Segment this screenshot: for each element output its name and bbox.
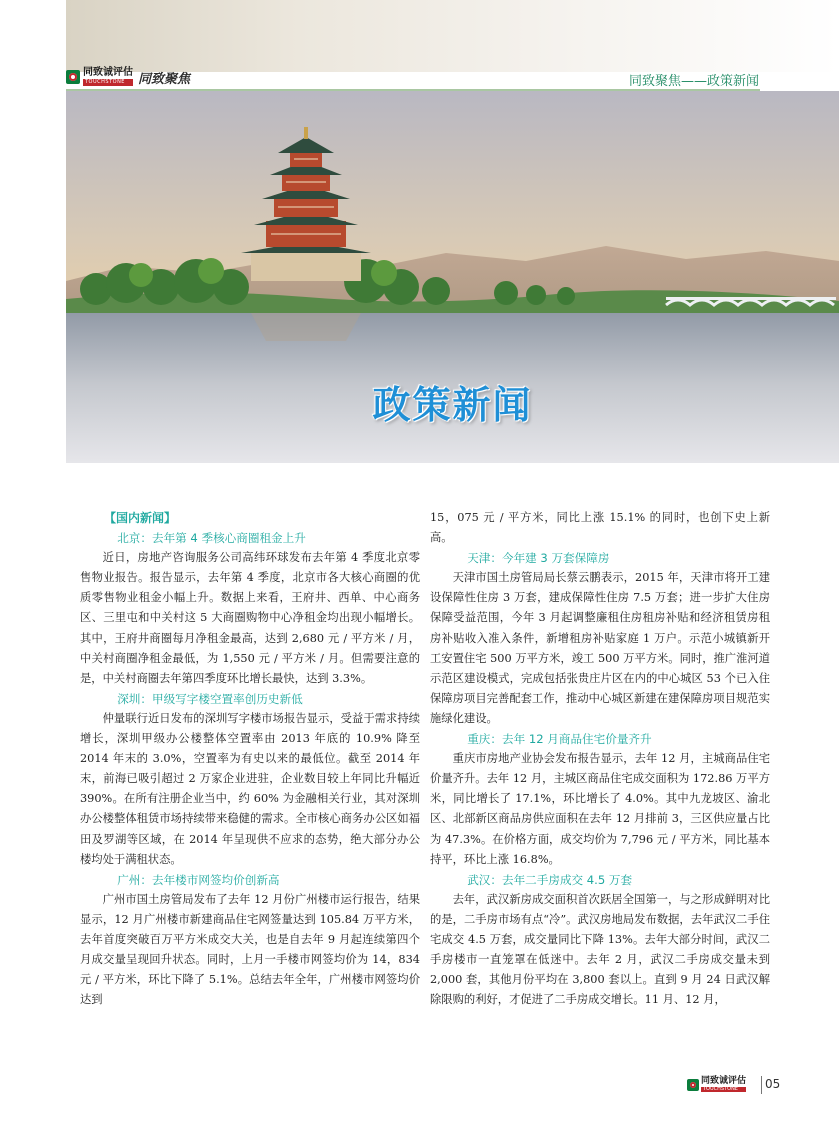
guangzhou-body-continuation: 15，075 元 / 平方米，同比上涨 15.1% 的同时，也创下史上新高。 (430, 511, 770, 545)
section-heading-domestic-news: 【国内新闻】 (104, 511, 177, 525)
wuhan-body: 去年，武汉新房成交面积首次跃居全国第一，与之形成鲜明对比的是，二手房市场有点“冷”。武汉房地局发布数据，去年武汉二手住宅成交 4.5 万套，成交量同比下降 13%。去年大部分时间，武汉二手房楼市一直笼罩在低迷中。去年 2 月，武汉二手房成交量未到 2,000 套，其他月份平均在 3,800 套以上。直到 9 月 24 日武汉解除限购的利好，才促进了二手房成交增长。11 月、12 月， (430, 892, 770, 1007)
footer-touchstone-logo-icon (687, 1079, 699, 1091)
logo-en-text: TOUCHSTONE (83, 79, 133, 86)
pavilion (241, 127, 371, 281)
page-header-title: 同致聚焦——政策新闻 (628, 74, 759, 89)
article-column-right (430, 508, 770, 1010)
logo-script-text: 同致聚焦 (138, 71, 191, 87)
shenzhen-heading: 深圳：甲级写字楼空置率创历史新低 (117, 691, 303, 706)
hero-title: 政策新闻 (372, 382, 533, 427)
guangzhou-body: 广州市国土房管局发布了去年 12 月份广州楼市运行报告，结果显示，12 月广州楼市新建商品住宅网签量达到 105.84 万平方米，去年首度突破百万平方米成交大关，也是自去年 9 月起连续第四个月成交量呈现回升状态。同时，上月一手楼市网签均价为 14，834 元 / 平方米，环比下降了 5.1%。总结去年全年，广州楼市网签均价达到 (80, 892, 420, 1007)
top-decorative-band (66, 0, 839, 72)
article-column-left (80, 508, 420, 1010)
footer-logo-en-text: TOUCHSTONE (701, 1087, 746, 1092)
page-number-divider (761, 1076, 762, 1094)
beijing-heading: 北京：去年第 4 季核心商圈租金上升 (117, 531, 306, 546)
chongqing-body: 重庆市房地产业协会发布报告显示，去年 12 月，主城商品住宅价量齐升。去年 12 月，主城区商品住宅成交面积为 172.86 万平方米，同比增长了 17.1%，环比增长了 4.0%。其中九龙坡区、渝北区、北部新区商品房供应面积在去年 12 月排前 3，三区供应量占比为 47.3%。在价格方面，成交均价为 7,796 元 / 平方米，同比基本持平，环比上涨 16.8%。 (430, 752, 770, 866)
beijing-body: 近日，房地产咨询服务公司高纬环球发布去年第 4 季度北京零售物业报告。报告显示，去年第 4 季度，北京市各大核心商圈的优质零售物业租金小幅上升。数据上来看，王府井、西单、中心商务区、三里屯和中关村这 5 大商圈购物中心净租金均出现小幅增长。其中，王府井商圈每月净租金最高，达到 2,680 元 / 平方米 / 月，中关村商圈净租金最低，为 1,550 元 / 平方米 / 月。但需要注意的是，中关村商圈去年第四季度环比增长最快，达到 3.3%。 (80, 551, 420, 685)
hero-banner (66, 91, 839, 463)
logo-cn-text: 同致诚评估 (83, 67, 133, 78)
guangzhou-heading: 广州：去年楼市网签均价创新高 (117, 872, 280, 887)
touchstone-logo-icon (66, 70, 80, 84)
tianjin-heading: 天津：今年建 3 万套保障房 (467, 551, 610, 566)
wuhan-heading: 武汉：去年二手房成交 4.5 万套 (467, 872, 633, 887)
page-number: 05 (765, 1077, 781, 1091)
tianjin-body: 天津市国土房管局局长蔡云鹏表示，2015 年，天津市将开工建设保障性住房 3 万套，建成保障性住房 7.5 万套；进一步扩大住房保障受益范围，今年 3 月起调整廉租住房租房补贴和经济租赁房租房补贴收入准入条件，新增租房补贴家庭 1 万户。示范小城镇新开工安置住宅 500 万平方米，竣工 500 万平方米。同时，推广淮河道示范区建设模式，完成包括张贵庄片区在内的中心城区 53 个已入住保障房项目完善配套工作，推动中心城区新建在建保障房项目规范实施绿化建设。 (430, 571, 770, 725)
header-logo (66, 66, 190, 88)
footer-logo-cn-text: 同致诚评估 (701, 1076, 747, 1086)
shenzhen-body: 仲量联行近日发布的深圳写字楼市场报告显示，受益于需求持续增长，深圳甲级办公楼整体空置率由 2013 年底的 10.9% 降至 2014 年末的 3.0%，空置率为有史以来的最低位。截至 2014 年末，前海已吸引超过 2 万家企业进驻，企业数目较上年同比升幅近 390%。在所有注册企业当中，约 60% 为金融相关行业，其对深圳办公楼整体租赁市场持续带来稳健的需求。全市核心商务办公区如福田及罗湖等区域，在 2014 年呈现供不应求的态势，绝大部分办公楼均处于满租状态。 (80, 711, 420, 866)
chongqing-heading: 重庆：去年 12 月商品住宅价量齐升 (467, 732, 652, 747)
footer-logo (687, 1077, 746, 1092)
